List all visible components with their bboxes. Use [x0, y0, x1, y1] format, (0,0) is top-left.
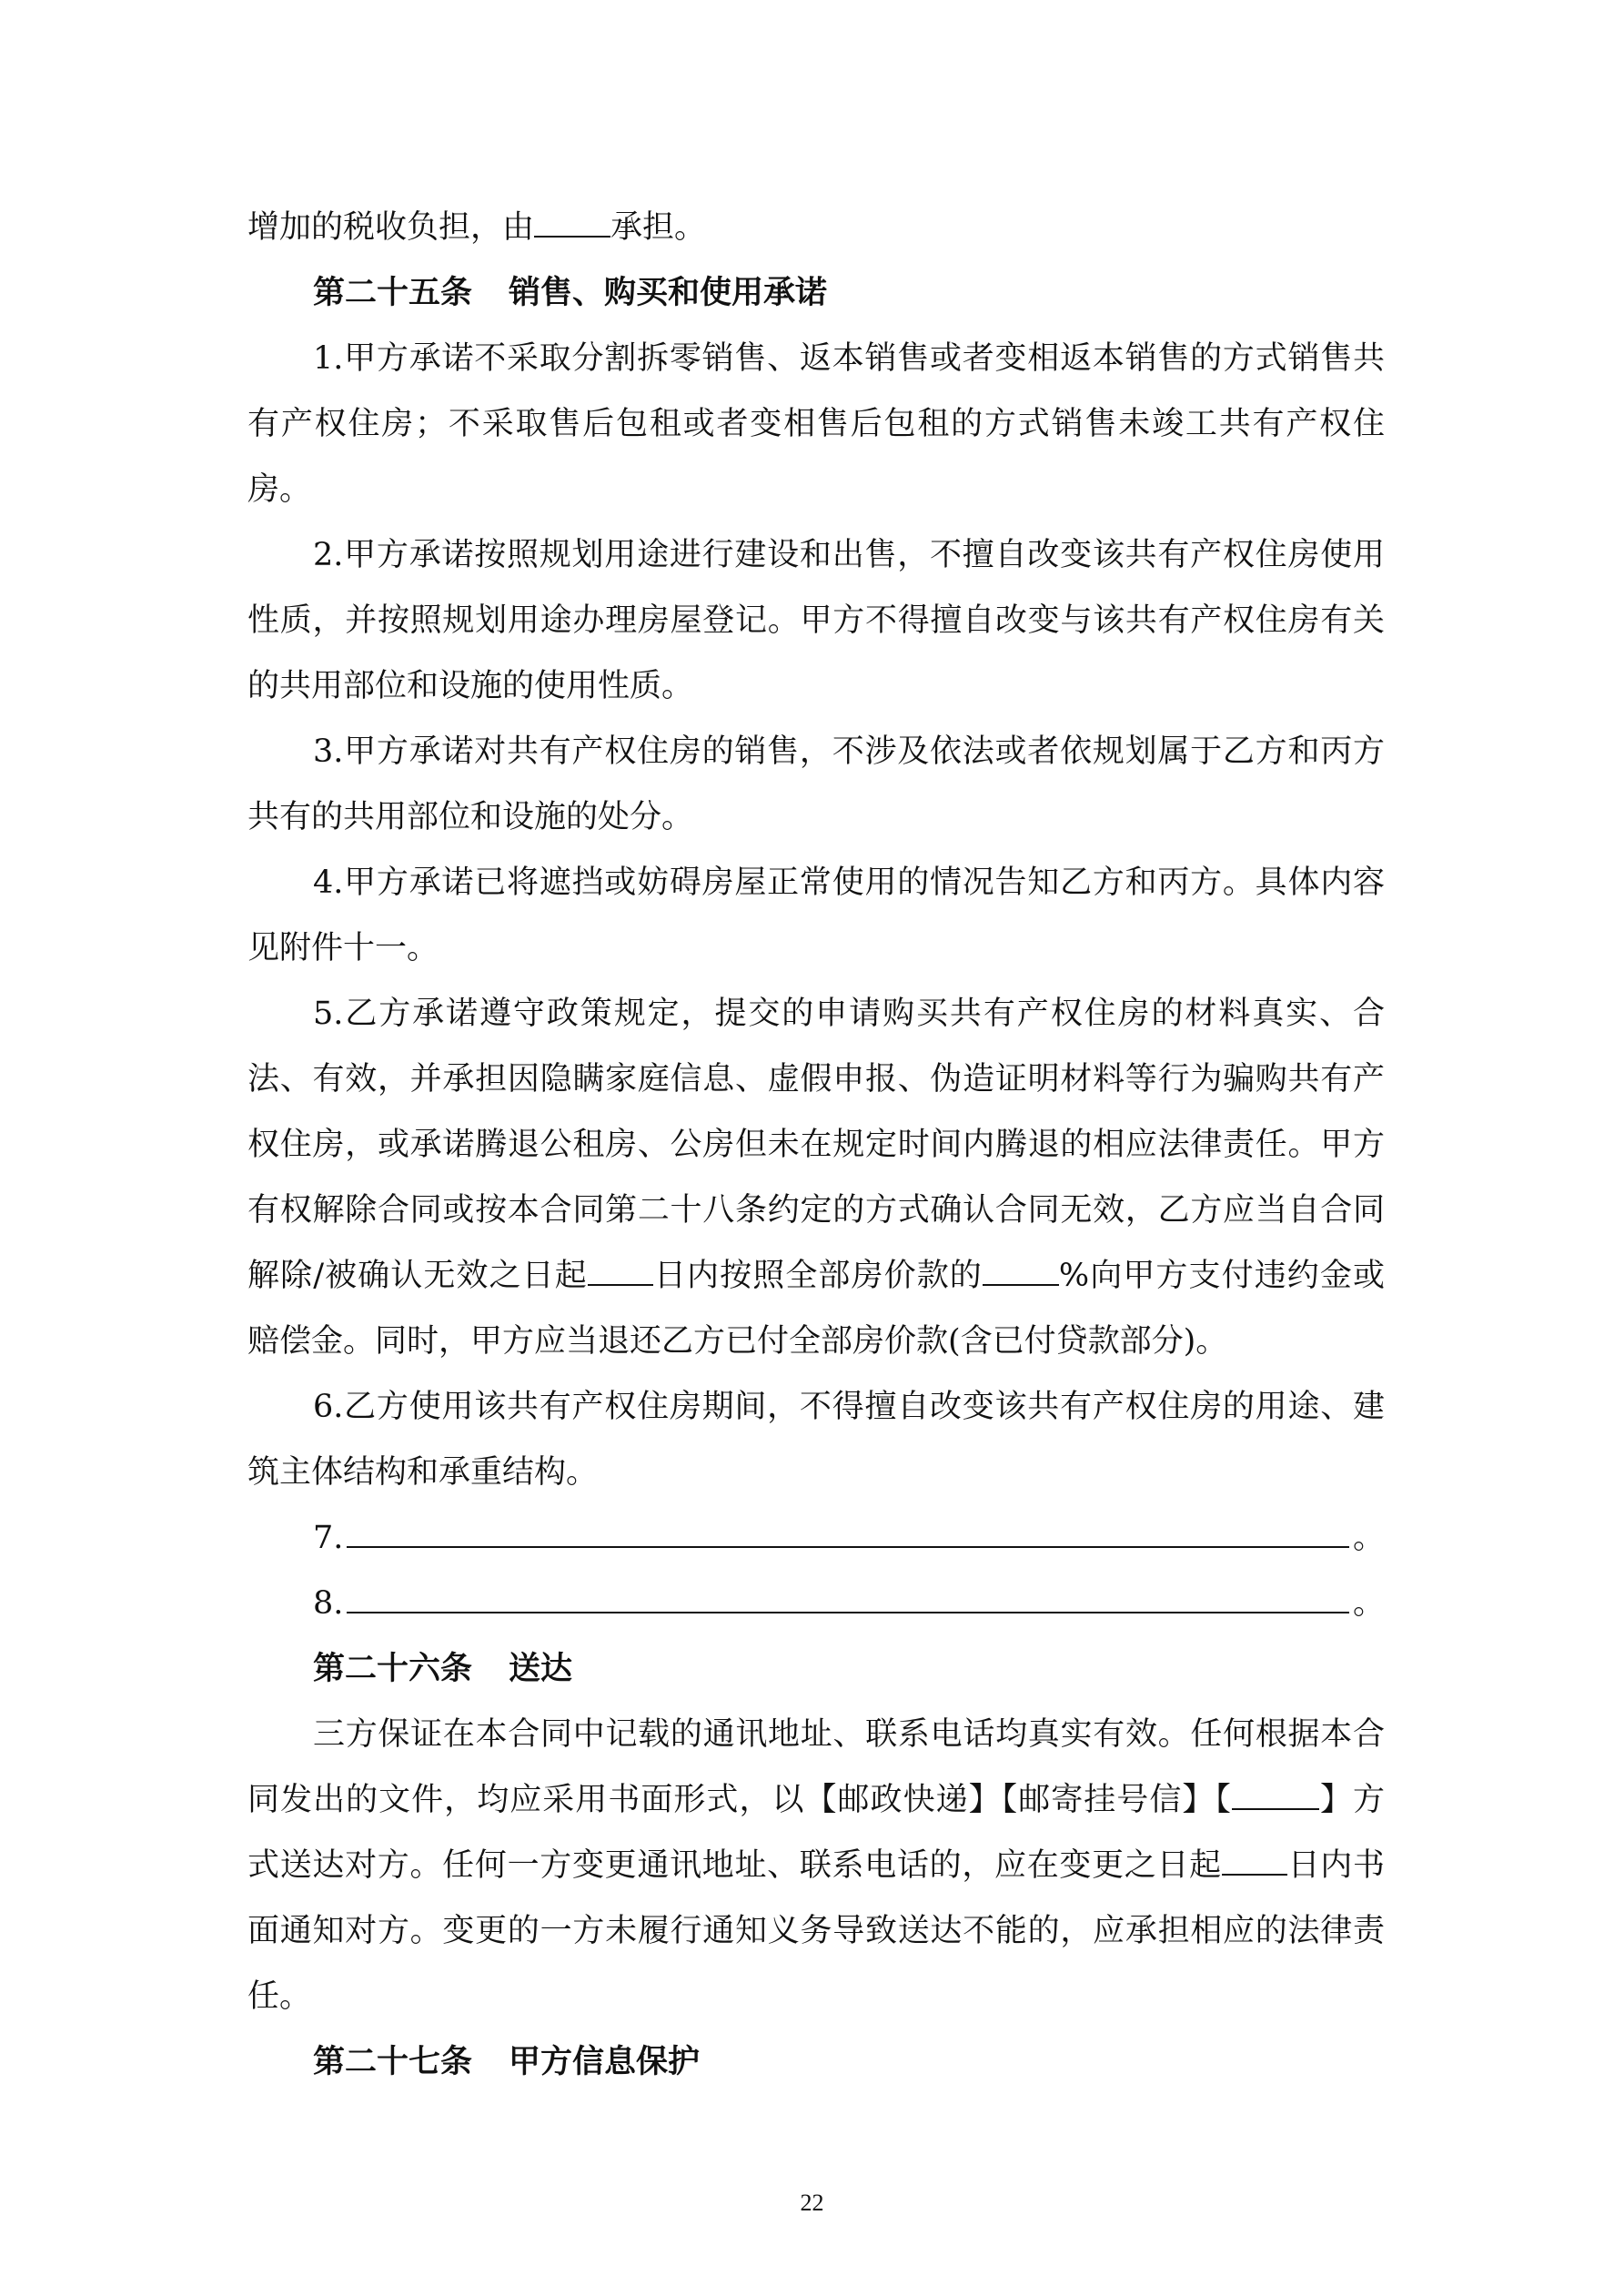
art25-clause-1: 1.甲方承诺不采取分割拆零销售、返本销售或者变相返本销售的方式销售共有产权住房；不采取售后包租或者变相售后包租的方式销售未竣工共有产权住房。	[247, 340, 1385, 508]
art25-clause-2: 2.甲方承诺按照规划用途进行建设和出售，不擅自改变该共有产权住房使用性质，并按照规划用途办理房屋登记。甲方不得擅自改变与该共有产权住房有关的共用部位和设施的使用性质。	[247, 537, 1385, 704]
blank-notice-days	[1222, 1846, 1287, 1876]
art25-clause-8: 8. 。	[313, 1585, 1385, 1622]
page-number: 22	[800, 2190, 824, 2216]
art25-clause-4: 4.甲方承诺已将遮挡或妨碍房屋正常使用的情况告知乙方和丙方。具体内容见附件十一。	[247, 865, 1385, 966]
art25-clause-3: 3.甲方承诺对共有产权住房的销售，不涉及依法或者依规划属于乙方和丙方共有的共用部位和设施的处分。	[247, 733, 1385, 835]
article-25-heading: 第二十五条 销售、购买和使用承诺	[313, 275, 828, 311]
art25-clause-6: 6.乙方使用该共有产权住房期间，不得擅自改变该共有产权住房的用途、建筑主体结构和承重结构。	[247, 1389, 1385, 1491]
intro-paragraph: 增加的税收负担，由 承担。	[247, 209, 707, 246]
blank-tax-party	[534, 208, 610, 238]
art25-clause-5: 5.乙方承诺遵守政策规定，提交的申请购买共有产权住房的材料真实、合法、有效，并承担因隐瞒家庭信息、虚假申报、伪造证明材料等行为骗购共有产权住房，或承诺腾退公租房、公房但未在规定时间内腾退的相应法律责任。甲方有权解除合同或按本合同第二十八条约定的方式确认合同无效，乙方应当自合同解除/被确认无效之日起 日内按照全部房价款的 %向甲方支付违约金或赔偿金。同时，甲方应当退还乙方已付全部房价款(含已付贷款部分)。	[247, 996, 1385, 1360]
art25-clause-7: 7. 。	[313, 1520, 1385, 1556]
blank-delivery-method	[1232, 1781, 1319, 1810]
blank-line-8	[347, 1584, 1349, 1613]
blank-percent	[983, 1257, 1059, 1286]
blank-days	[588, 1257, 653, 1286]
article-27-heading: 第二十七条 甲方信息保护	[313, 2044, 701, 2080]
article-26-heading: 第二十六条 送达	[313, 1651, 573, 1687]
contract-page	[247, 195, 1385, 2095]
art26-text: 三方保证在本合同中记载的通讯地址、联系电话均真实有效。任何根据本合同发出的文件，均应采用书面形式，以【邮政快递】【邮寄挂号信】【 】方式送达对方。任何一方变更通讯地址、联系电话的，应在变更之日起 日内书面通知对方。变更的一方未履行通知义务导致送达不能的，应承担相应的法律责任。	[247, 1716, 1385, 2015]
blank-line-7	[347, 1519, 1349, 1548]
